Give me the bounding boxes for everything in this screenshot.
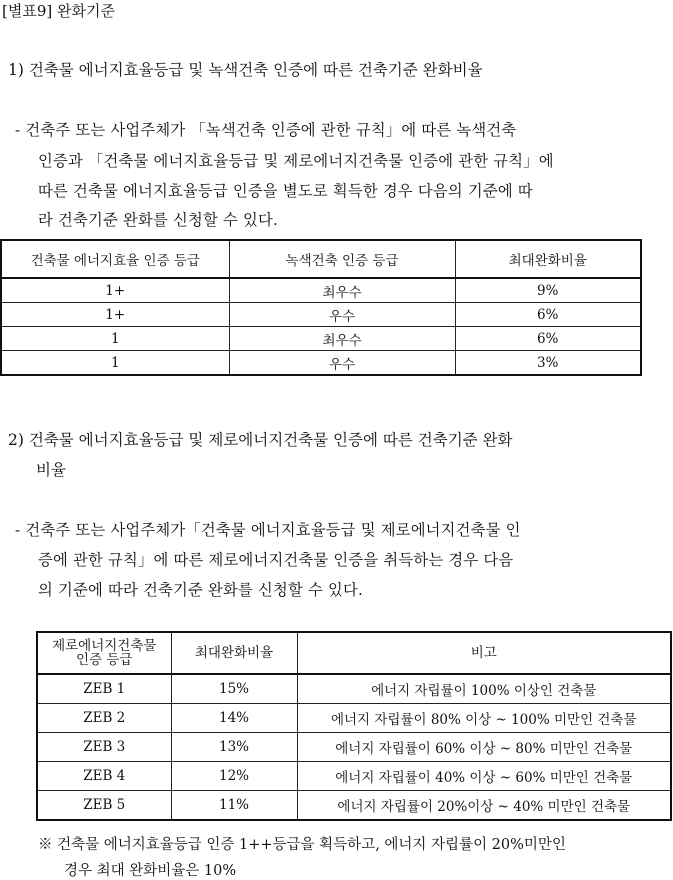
cell-green-grade: 최우수 bbox=[229, 327, 455, 351]
cell-zeb-grade: ZEB 1 bbox=[37, 674, 171, 704]
section2-para-line-2: 증에 관한 규칙」에 따른 제로에너지건축물 인증을 취득하는 경우 다음 bbox=[38, 551, 514, 569]
zeb-cert-table bbox=[36, 631, 672, 821]
cell-energy-grade: 1 bbox=[1, 351, 229, 376]
table-row bbox=[37, 674, 671, 704]
header-green-grade: 녹색건축 인증 등급 bbox=[229, 240, 455, 278]
header-max-ratio: 최대완화비율 bbox=[455, 240, 641, 278]
cell-green-grade: 최우수 bbox=[229, 278, 455, 303]
table-row bbox=[37, 733, 671, 762]
note-line-2: 경우 최대 완화비율은 10% bbox=[64, 863, 237, 879]
cell-energy-grade: 1 bbox=[1, 327, 229, 351]
section1-para-line-3: 따른 건축물 에너지효율등급 인증을 별도로 획득한 경우 다음의 기준에 따 bbox=[38, 182, 533, 200]
cell-max-ratio: 3% bbox=[455, 351, 641, 376]
section1-para-line-1: - 건축주 또는 사업주체가 「녹색건축 인증에 관한 규칙」에 따른 녹색건축 bbox=[15, 121, 517, 139]
cell-max-ratio: 13% bbox=[171, 733, 297, 762]
table-row bbox=[1, 278, 641, 303]
section2-heading-line-2: 비율 bbox=[36, 461, 66, 479]
table-row bbox=[1, 303, 641, 327]
cell-energy-grade: 1+ bbox=[1, 278, 229, 303]
cell-zeb-grade: ZEB 4 bbox=[37, 762, 171, 791]
header-zeb-grade-line-1: 제로에너지건축물 bbox=[52, 638, 157, 654]
section1-para-line-2: 인증과 「건축물 에너지효율등급 및 제로에너지건축물 인증에 관한 규칙」에 bbox=[38, 152, 554, 170]
document-title: [별표9] 완화기준 bbox=[2, 2, 115, 20]
cell-remarks: 에너지 자립률이 100% 이상인 건축물 bbox=[297, 674, 671, 704]
cell-max-ratio: 6% bbox=[455, 327, 641, 351]
section2-heading-line-1: 2) 건축물 에너지효율등급 및 제로에너지건축물 인증에 따른 건축기준 완화 bbox=[8, 431, 513, 449]
cell-energy-grade: 1+ bbox=[1, 303, 229, 327]
table-row bbox=[1, 327, 641, 351]
table-header-row bbox=[1, 240, 641, 278]
cell-zeb-grade: ZEB 5 bbox=[37, 791, 171, 821]
cell-max-ratio: 12% bbox=[171, 762, 297, 791]
cell-max-ratio: 15% bbox=[171, 674, 297, 704]
cell-zeb-grade: ZEB 2 bbox=[37, 704, 171, 733]
table-row bbox=[37, 704, 671, 733]
cell-green-grade: 우수 bbox=[229, 351, 455, 376]
section1-heading: 1) 건축물 에너지효율등급 및 녹색건축 인증에 따른 건축기준 완화비율 bbox=[8, 61, 483, 79]
cell-max-ratio: 9% bbox=[455, 278, 641, 303]
cell-max-ratio: 11% bbox=[171, 791, 297, 821]
cell-remarks: 에너지 자립률이 80% 이상 ~ 100% 미만인 건축물 bbox=[297, 704, 671, 733]
cell-max-ratio: 14% bbox=[171, 704, 297, 733]
header-remarks: 비고 bbox=[297, 632, 671, 674]
cell-green-grade: 우수 bbox=[229, 303, 455, 327]
header-max-ratio: 최대완화비율 bbox=[171, 632, 297, 674]
energy-green-cert-table bbox=[0, 239, 642, 376]
note-line-1: ※ 건축물 에너지효율등급 인증 1++등급을 획득하고, 에너지 자립률이 20%미만인 bbox=[38, 837, 566, 853]
table-row bbox=[37, 762, 671, 791]
cell-max-ratio: 6% bbox=[455, 303, 641, 327]
table-header-row bbox=[37, 632, 671, 674]
cell-remarks: 에너지 자립률이 60% 이상 ~ 80% 미만인 건축물 bbox=[297, 733, 671, 762]
section2-para-line-3: 의 기준에 따라 건축기준 완화를 신청할 수 있다. bbox=[38, 581, 364, 599]
cell-zeb-grade: ZEB 3 bbox=[37, 733, 171, 762]
section2-para-line-1: - 건축주 또는 사업주체가「건축물 에너지효율등급 및 제로에너지건축물 인 bbox=[15, 521, 521, 539]
cell-remarks: 에너지 자립률이 20%이상 ~ 40% 미만인 건축물 bbox=[297, 791, 671, 821]
header-zeb-grade-line-2: 인증 등급 bbox=[76, 652, 133, 668]
section1-para-line-4: 라 건축기준 완화를 신청할 수 있다. bbox=[38, 211, 279, 229]
header-energy-grade: 건축물 에너지효율 인증 등급 bbox=[1, 240, 229, 278]
header-zeb-grade bbox=[37, 632, 171, 674]
table-row bbox=[37, 791, 671, 821]
table-row bbox=[1, 351, 641, 376]
cell-remarks: 에너지 자립률이 40% 이상 ~ 60% 미만인 건축물 bbox=[297, 762, 671, 791]
